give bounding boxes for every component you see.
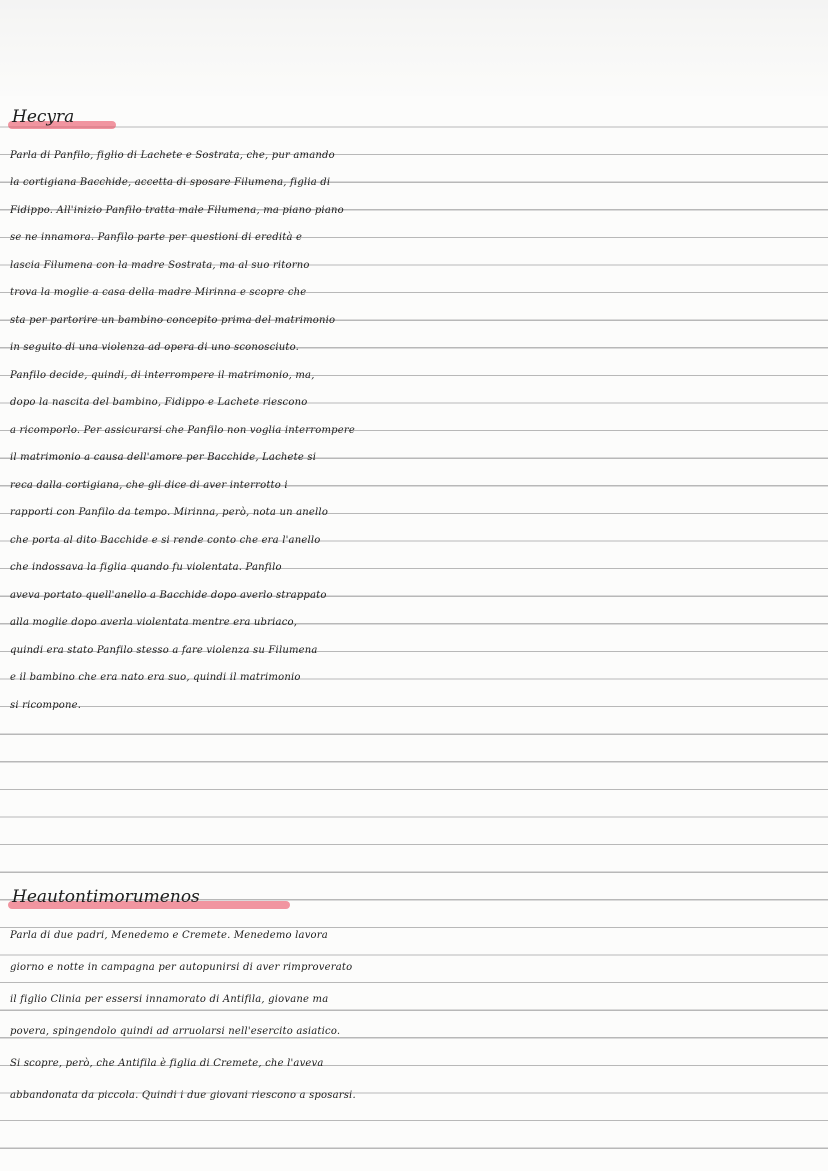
text-line: Parla di Panfilo, figlio di Lachete e Sostrata, che, pur amando <box>10 150 335 161</box>
text-line: che indossava la figlia quando fu violentata. Panfilo <box>10 562 282 573</box>
text-line: e il bambino che era nato era suo, quindi il matrimonio <box>10 672 301 683</box>
text-line: che porta al dito Bacchide e si rende conto che era l'anello <box>10 535 321 546</box>
text-line: lascia Filumena con la madre Sostrata, ma al suo ritorno <box>10 260 310 271</box>
text-line: alla moglie dopo averla violentata mentre era ubriaco, <box>10 617 298 628</box>
text-line: rapporti con Panfilo da tempo. Mirinna, però, nota un anello <box>10 507 329 518</box>
section-title-hecyra: Hecyra <box>12 107 75 127</box>
page-top-margin <box>0 0 828 96</box>
text-line: Parla di due padri, Menedemo e Cremete. Menedemo lavora <box>10 930 328 941</box>
text-line: se ne innamora. Panfilo parte per questioni di eredità e <box>10 232 303 243</box>
text-line: si ricompone. <box>10 700 82 711</box>
text-line: povera, spingendolo quindi ad arruolarsi nell'esercito asiatico. <box>10 1026 341 1037</box>
text-line: Fidippo. All'inizio Panfilo tratta male Filumena, ma piano piano <box>10 205 344 216</box>
text-line: Panfilo decide, quindi, di interrompere il matrimonio, ma, <box>10 370 315 381</box>
text-line: a ricomporlo. Per assicurarsi che Panfilo non voglia interrompere <box>10 425 355 436</box>
section-title-heautontimorumenos: Heautontimorumenos <box>12 887 200 907</box>
text-line: aveva portato quell'anello a Bacchide dopo averlo strappato <box>10 590 327 601</box>
text-line: Si scopre, però, che Antifila è figlia di Cremete, che l'aveva <box>10 1058 324 1069</box>
text-line: abbandonata da piccola. Quindi i due giovani riescono a sposarsi. <box>10 1090 356 1101</box>
text-line: quindi era stato Panfilo stesso a fare violenza su Filumena <box>10 645 318 656</box>
text-line: in seguito di una violenza ad opera di uno sconosciuto. <box>10 342 300 353</box>
text-line: sta per partorire un bambino concepito prima del matrimonio <box>10 315 336 326</box>
text-line: trova la moglie a casa della madre Mirinna e scopre che <box>10 287 307 298</box>
text-line: il figlio Clinia per essersi innamorato di Antifila, giovane ma <box>10 994 329 1005</box>
text-line: reca dalla cortigiana, che gli dice di aver interrotto i <box>10 480 288 491</box>
text-line: giorno e notte in campagna per autopunirsi di aver rimproverato <box>10 962 353 973</box>
text-line: la cortigiana Bacchide, accetta di sposare Filumena, figlia di <box>10 177 331 188</box>
text-line: dopo la nascita del bambino, Fidippo e Lachete riescono <box>10 397 308 408</box>
text-line: il matrimonio a causa dell'amore per Bacchide, Lachete si <box>10 452 317 463</box>
